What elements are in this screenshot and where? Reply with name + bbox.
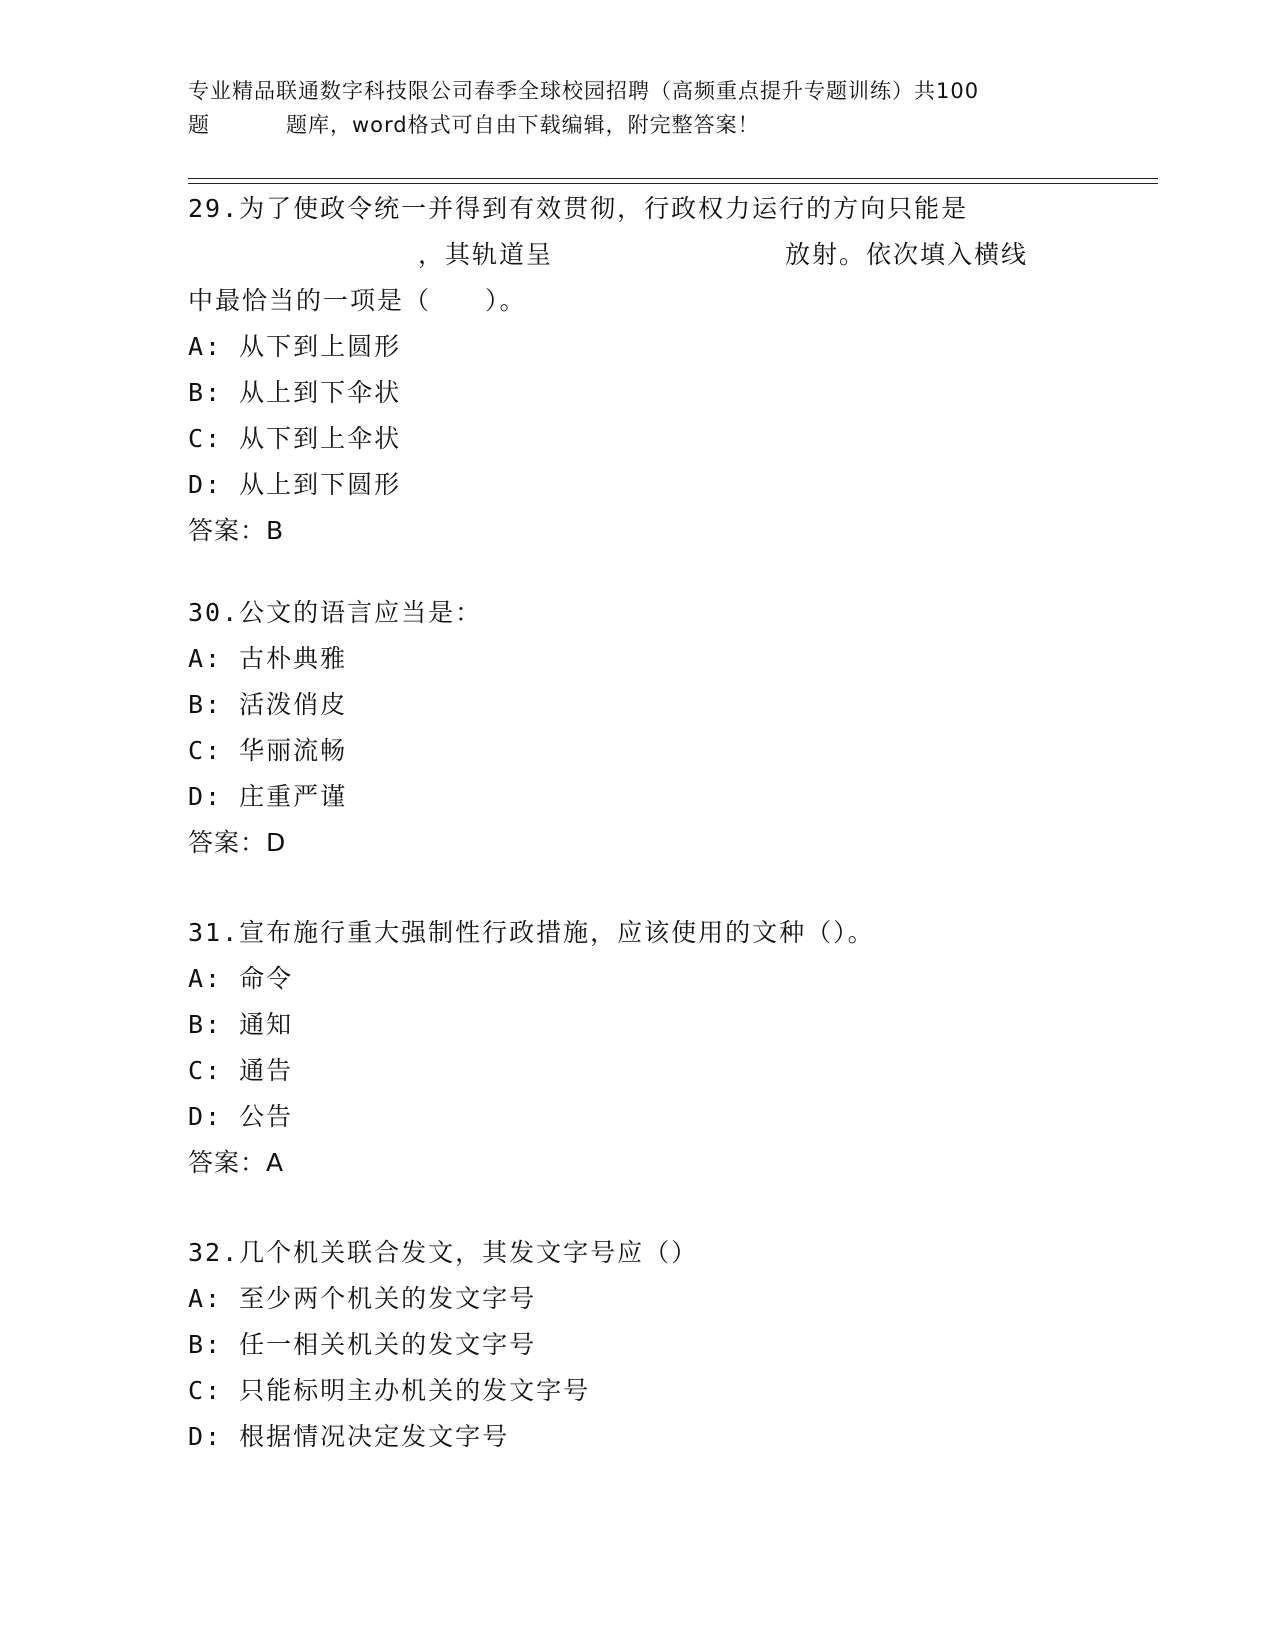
stem-fragment: ，其轨道呈 [418,240,554,269]
question-29 [188,186,1158,554]
option-b: B: 通知 [188,1010,294,1039]
header-subtitle-text: 题库，word格式可自由下载编辑，附完整答案！ [286,113,760,137]
option-b: B: 从上到下伞状 [188,378,402,407]
question-stem-continued [188,232,1158,278]
option-c: C: 只能标明主办机关的发文字号 [188,1376,591,1405]
option-a: A: 从下到上圆形 [188,332,402,361]
option-a: A: 古朴典雅 [188,644,348,673]
answer: 答案：D [188,828,287,857]
answer: 答案：B [188,516,285,545]
option-d: D: 根据情况决定发文字号 [188,1422,510,1451]
header-divider-top [188,178,1158,179]
question-stem: 30.公文的语言应当是： [188,598,483,627]
option-c: C: 从下到上伞状 [188,424,402,453]
header-title-line: 专业精品联通数字科技限公司春季全球校园招聘（高频重点提升专题训练）共100 [188,79,980,103]
stem-fragment: 放射。依次填入横线 [785,240,1029,269]
answer: 答案：A [188,1148,285,1177]
header-subtitle-prefix: 题 [188,113,210,137]
option-d: D: 公告 [188,1102,294,1131]
option-c: C: 通告 [188,1056,294,1085]
document-header [188,74,1088,142]
option-b: B: 活泼俏皮 [188,690,348,719]
question-31 [188,910,1158,1186]
option-a: A: 至少两个机关的发文字号 [188,1284,537,1313]
question-32 [188,1230,1158,1460]
question-stem: 32.几个机关联合发文，其发文字号应（） [188,1238,699,1267]
option-a: A: 命令 [188,964,294,993]
question-stem: 31.宣布施行重大强制性行政措施，应该使用的文种（）。 [188,918,875,947]
option-b: B: 任一相关机关的发文字号 [188,1330,537,1359]
option-c: C: 华丽流畅 [188,736,348,765]
header-divider-bottom [188,183,1158,184]
question-30 [188,590,1158,866]
option-d: D: 从上到下圆形 [188,470,402,499]
question-stem-end: 中最恰当的一项是（ ）。 [188,286,527,315]
question-stem: 29.为了使政令统一并得到有效贯彻，行政权力运行的方向只能是 [188,194,969,223]
header-subtitle-line [188,108,1088,142]
option-d: D: 庄重严谨 [188,782,348,811]
